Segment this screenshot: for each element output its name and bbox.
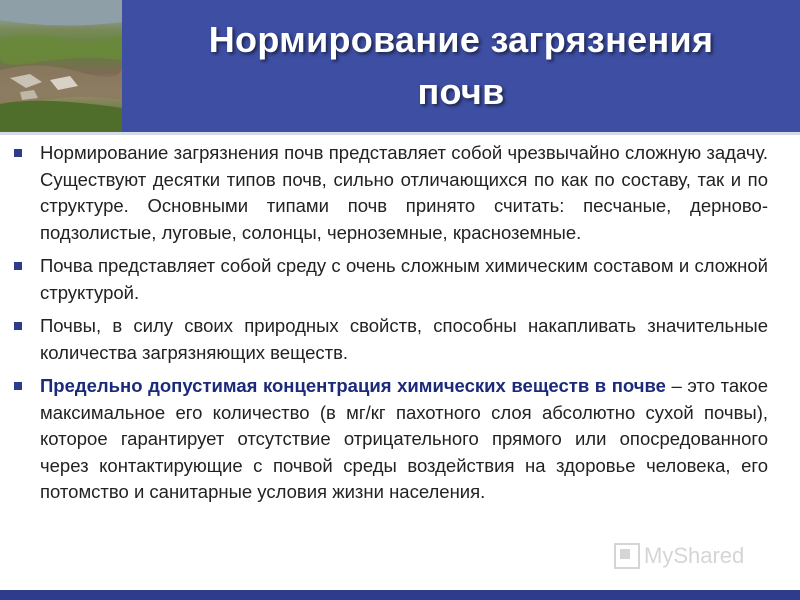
bullet-text: Нормирование загрязнения почв представляет собой чрезвычайно сложную задачу. Существуют десятки типов почв, сильно отличающихся по как по составу, так и по структуре. Основными типами почв принято считать: песчаные, дерново-подзолистые, луговые, солонцы, черноземные, красноземные. bbox=[40, 142, 768, 243]
soil-photo bbox=[0, 0, 122, 132]
bullet-text: Почва представляет собой среду с очень сложным химическим составом и сложной структурой. bbox=[40, 255, 768, 303]
watermark-text: MyShared bbox=[644, 543, 745, 568]
watermark-logo-icon bbox=[614, 543, 640, 569]
slide-title-line2: почв bbox=[417, 71, 505, 112]
slide-title-line1: Нормирование загрязнения bbox=[208, 19, 714, 60]
bullet-item-3 bbox=[0, 313, 800, 366]
bullet-text: Почвы, в силу своих природных свойств, способны накапливать значительные количества загрязняющих веществ. bbox=[40, 315, 768, 363]
bullet-text: – это такое максимальное его количество (в мг/кг пахотного слоя абсолютно сухой почвы), которое гарантирует отсутствие отрицательного прямого или опосредованного через контактирующие с почвой среды воздействия на здоровье человека, его потомство и санитарные условия жизни населения. bbox=[40, 375, 769, 502]
footer-bar bbox=[0, 590, 800, 600]
watermark bbox=[614, 536, 764, 576]
bullet-item-1 bbox=[0, 140, 800, 246]
square-bullet-icon bbox=[14, 149, 22, 157]
bullet-item-4 bbox=[0, 373, 800, 506]
square-bullet-icon bbox=[14, 322, 22, 330]
square-bullet-icon bbox=[14, 262, 22, 270]
pdk-term: Предельно допустимая концентрация химических веществ в почве bbox=[40, 375, 666, 396]
slide-title bbox=[122, 0, 800, 132]
square-bullet-icon bbox=[14, 382, 22, 390]
header-divider bbox=[0, 132, 800, 135]
bullet-item-2 bbox=[0, 253, 800, 306]
bullet-list bbox=[0, 140, 800, 513]
slide-header bbox=[0, 0, 800, 132]
